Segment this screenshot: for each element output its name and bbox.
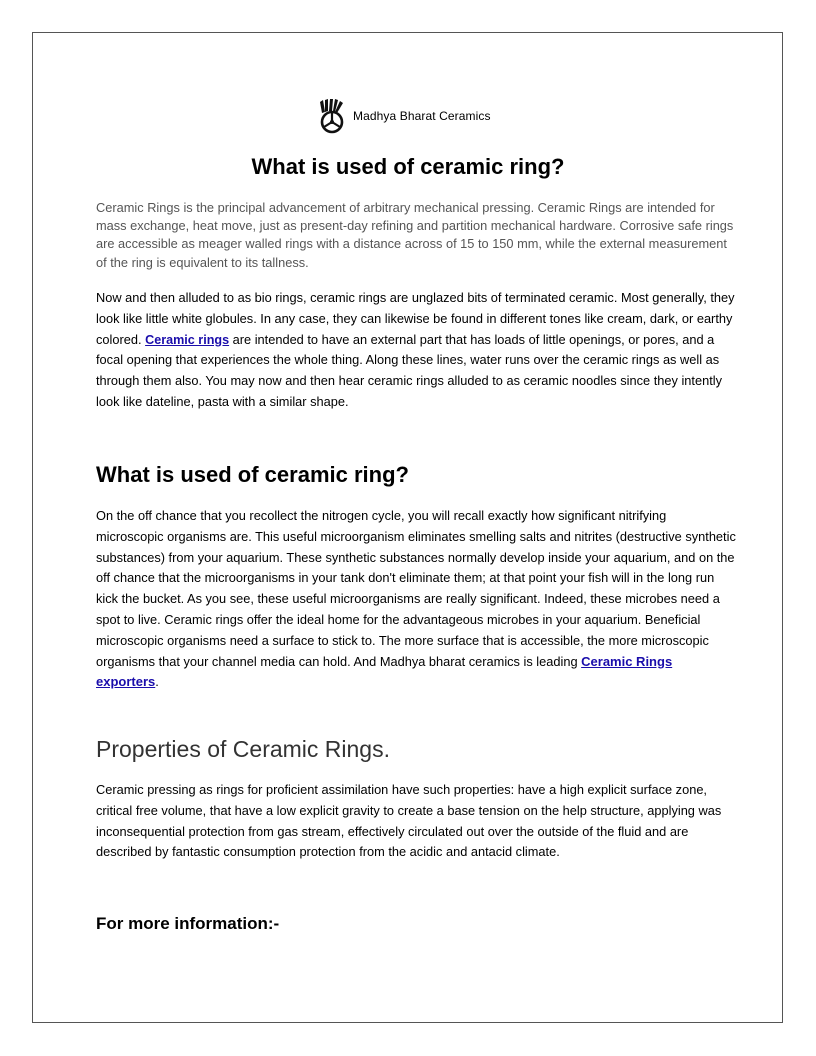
ceramic-wheel-logo-icon bbox=[314, 98, 350, 134]
paragraph-text: . bbox=[155, 674, 159, 690]
uses-paragraph bbox=[96, 506, 736, 693]
company-logo bbox=[314, 97, 491, 135]
paragraph-text: On the off chance that you recollect the nitrogen cycle, you will recall exactly how significant nitrifying microscopic organisms are. This useful microorganism eliminates smelling salts and nitrites (destructive synthetic substances) from your aquarium. These synthetic substances normally develop inside your aquarium, and on the off chance that the microorganisms in your tank don't eliminate them; at that point your fish will in the long run kick the bucket. As you see, these useful microorganisms are really significant. Indeed, these microbes need a spot to live. Ceramic rings offer the ideal home for the advantageous microbes in your aquarium. Beneficial microscopic organisms need a surface to stick to. The more surface that is accessible, the more microscopic organisms that your channel media can hold. And Madhya bharat ceramics is leading bbox=[96, 508, 736, 669]
brand-name: Madhya Bharat Ceramics bbox=[353, 109, 491, 123]
bio-rings-paragraph bbox=[96, 288, 736, 413]
ceramic-rings-link[interactable]: Ceramic rings bbox=[145, 332, 230, 347]
more-information-heading: For more information:- bbox=[96, 914, 280, 933]
properties-paragraph: Ceramic pressing as rings for proficient assimilation have such properties: have a high explicit surface zone, critical free volume, that have a low explicit gravity to create a base tension on the help structure, applying was inconsequential protection from gas stream, effectively circulated out over the outside of the fluid and are described by fantastic consumption protection from the acidic and antacid climate. bbox=[96, 782, 722, 860]
intro-paragraph: Ceramic Rings is the principal advancement of arbitrary mechanical pressing. Ceramic Rings are intended for mass exchange, heat move, just as present-day refining and partition mechanical hardware. Corrosive safe rings are accessible as meager walled rings with a distance across of 15 to 150 mm, while the external measurement of the ring is equivalent to its tallness. bbox=[96, 200, 734, 270]
section-heading-properties: Properties of Ceramic Rings. bbox=[96, 736, 390, 762]
ceramic-rings-exporters-link[interactable]: Ceramic Rings exporters bbox=[96, 653, 673, 690]
paragraph-text: are intended to have an external part that has loads of little openings, or pores, and a focal opening that experiences the whole thing. Along these lines, water runs over the ceramic rings as well as through them also. You may now and then hear ceramic rings alluded to as ceramic noodles since they intently look like dateline, pasta with a similar shape. bbox=[96, 331, 722, 409]
page-title: What is used of ceramic ring? bbox=[251, 154, 565, 179]
paragraph-text: Now and then alluded to as bio rings, ceramic rings are unglazed bits of terminated ceramic. Most generally, they look like little white globules. In any case, they can likewise be found in different tones like cream, dark, or earthy colored. bbox=[96, 290, 735, 347]
section-heading-uses: What is used of ceramic ring? bbox=[96, 462, 409, 487]
